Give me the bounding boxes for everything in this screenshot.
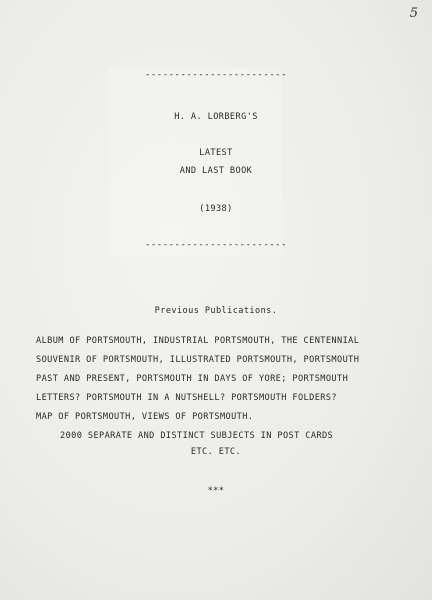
postcards-line: 2000 SEPARATE AND DISTINCT SUBJECTS IN POST CARDS <box>60 431 334 441</box>
publication-line: ALBUM OF PORTSMOUTH, INDUSTRIAL PORTSMOUTH, THE CENTENNIAL <box>36 336 360 346</box>
publication-line: MAP OF PORTSMOUTH, VIEWS OF PORTSMOUTH. <box>36 412 254 422</box>
title-line-2: AND LAST BOOK <box>179 166 253 176</box>
publications-list <box>36 332 416 446</box>
etc-line: ETC. ETC. <box>190 447 242 457</box>
title-line-1: LATEST <box>199 148 233 158</box>
top-rule: ------------------------ <box>144 70 288 80</box>
publications-heading: Previous Publications. <box>154 306 278 316</box>
publication-line: SOUVENIR OF PORTSMOUTH, ILLUSTRATED PORTSMOUTH, PORTSMOUTH <box>36 355 360 365</box>
paper-patch <box>108 68 282 256</box>
author-line: H. A. LORBERG'S <box>174 112 258 122</box>
publication-line: LETTERS? PORTSMOUTH IN A NUTSHELL? PORTSMOUTH FOLDERS? <box>36 393 337 403</box>
publication-line: PAST AND PRESENT, PORTSMOUTH IN DAYS OF YORE; PORTSMOUTH <box>36 374 349 384</box>
ornament: *** <box>207 486 225 496</box>
bottom-rule: ------------------------ <box>144 240 288 250</box>
year-line: (1938) <box>199 204 233 214</box>
page-number-mark: 5 <box>409 6 418 21</box>
